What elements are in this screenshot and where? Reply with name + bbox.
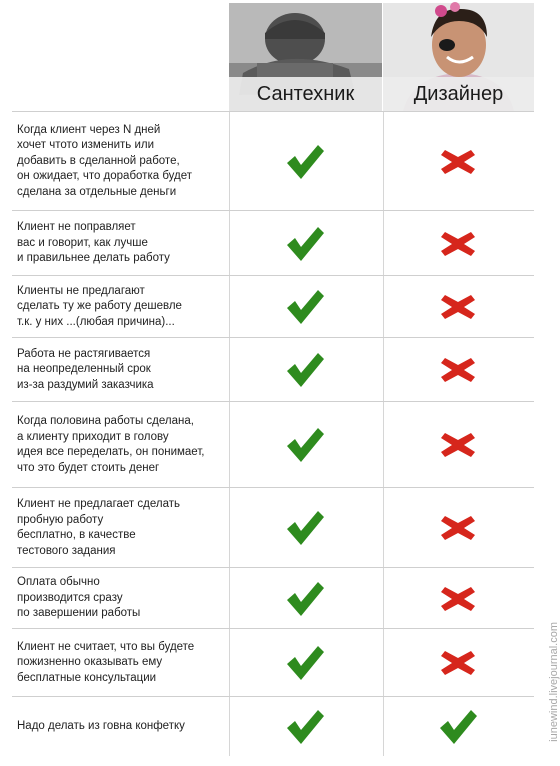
- column-header-plumber: Сантехник: [229, 77, 382, 111]
- check-icon: [438, 708, 478, 751]
- cross-icon: [441, 587, 475, 616]
- table-row: [12, 111, 534, 210]
- row-criterion-text: Когда половина работы сделана, а клиенту приходит в голову идея все переделать, он понимает, что это будет стоить денег: [17, 415, 205, 474]
- table-row: [12, 337, 534, 401]
- table-row: [12, 628, 534, 696]
- cross-icon: [441, 232, 475, 261]
- row-criterion-text: Надо делать из говна конфетку: [17, 720, 185, 733]
- table-row: [12, 567, 534, 628]
- cross-icon: [441, 295, 475, 324]
- check-icon: [285, 225, 325, 268]
- cross-icon: [441, 516, 475, 545]
- row-criterion-text: Клиент не поправляет вас и говорит, как лучше и правильнее делать работу: [17, 221, 170, 265]
- row-criterion-text: Клиент не предлагает сделать пробную работу бесплатно, в качестве тестового задания: [17, 498, 180, 557]
- column-header-designer: Дизайнер: [383, 77, 534, 111]
- table-row: [12, 401, 534, 487]
- table-row: [12, 487, 534, 567]
- table-row: [12, 275, 534, 337]
- row-criterion-text: Клиент не считает, что вы будете пожизненно оказывать ему бесплатные консультации: [17, 640, 195, 684]
- check-icon: [285, 288, 325, 331]
- check-icon: [285, 708, 325, 751]
- table-row: [12, 696, 534, 756]
- cross-icon: [441, 651, 475, 680]
- check-icon: [285, 644, 325, 687]
- check-icon: [285, 509, 325, 552]
- cross-icon: [441, 150, 475, 179]
- check-icon: [285, 143, 325, 186]
- row-criterion-text: Работа не растягивается на неопределенный срок из-за раздумий заказчика: [17, 347, 154, 391]
- table-row: [12, 210, 534, 275]
- row-criterion-text: Оплата обычно производится сразу по завершении работы: [17, 576, 141, 620]
- cross-icon: [441, 433, 475, 462]
- check-icon: [285, 351, 325, 394]
- check-icon: [285, 426, 325, 469]
- row-criterion-text: Когда клиент через N дней хочет чтото изменить или добавить в сделанной работе, он ожидает, что доработка будет сделана за отдельные деньги: [17, 123, 193, 198]
- check-icon: [285, 580, 325, 623]
- credit-watermark: iunewind.livejournal.com: [548, 622, 560, 742]
- cross-icon: [441, 358, 475, 387]
- row-criterion-text: Клиенты не предлагают сделать ту же работу дешевле т.к. у них ...(любая причина)...: [17, 284, 182, 328]
